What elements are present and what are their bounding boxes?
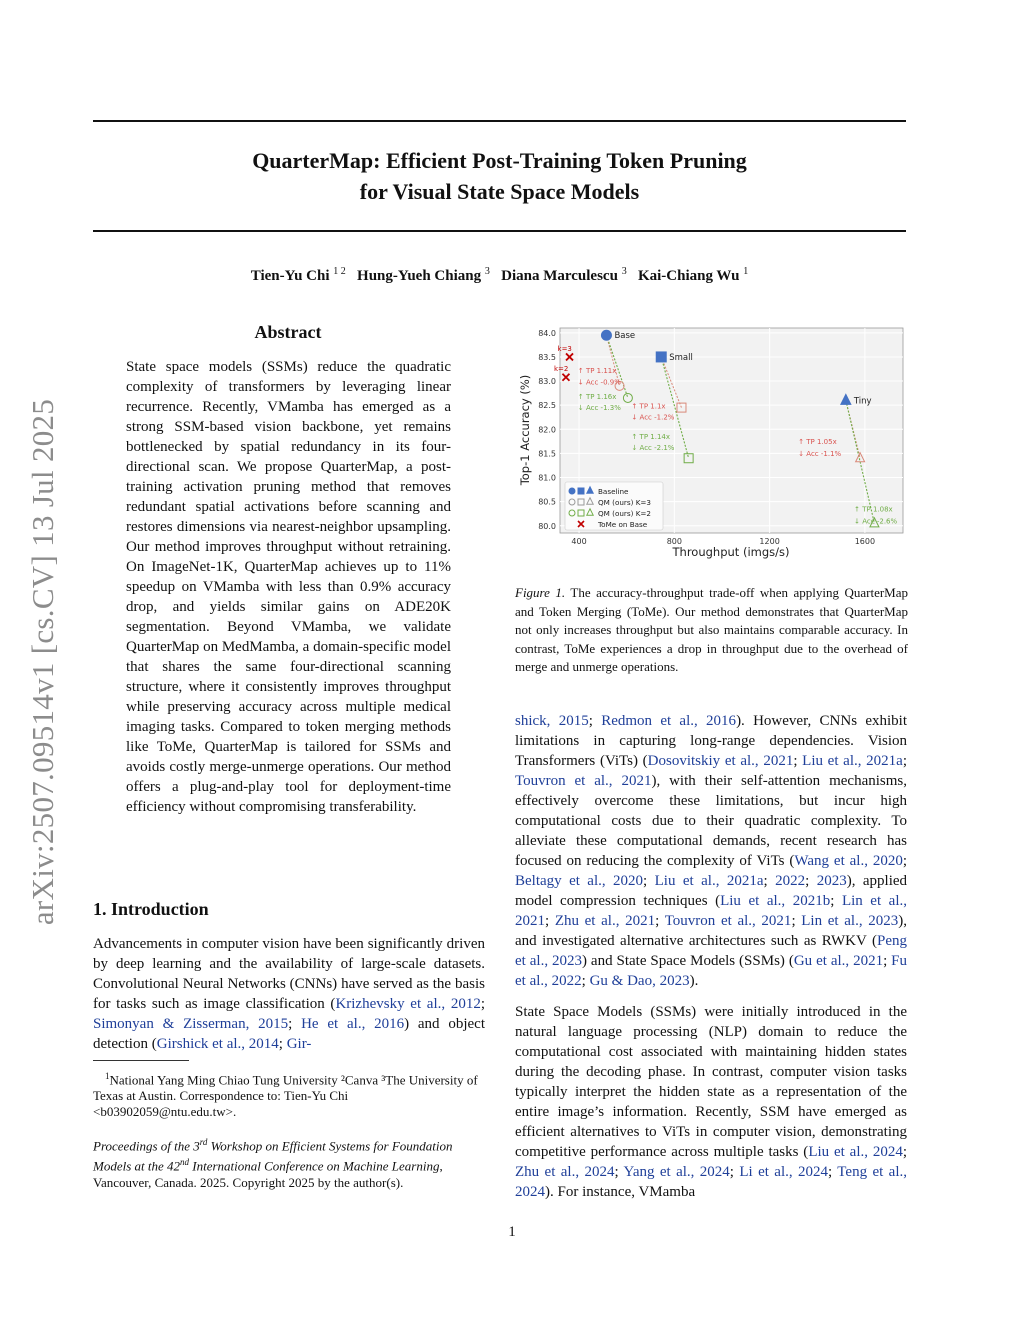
x-tick-label: 1200 [759,537,780,546]
text-run: , Vancouver, Canada. 2025. Copyright 2025 by the author(s). [93,1158,443,1190]
tome-label: k=3 [557,344,572,353]
text-run: ; [830,893,842,909]
citation-link[interactable]: Liu et al., 2021a [654,873,764,889]
trade-off-annotation: ↑ TP 1.08x [854,505,893,514]
y-tick-label: 81.5 [538,449,556,459]
x-axis-label: Throughput (imgs/s) [672,545,790,559]
y-tick-label: 82.0 [538,425,556,435]
right-column-paragraph-1 [515,711,907,991]
top-rule [93,120,906,122]
trade-off-annotation: ↓ Acc -2.6% [854,517,898,526]
citation-link[interactable]: Yang et al., 2024 [623,1164,730,1180]
citation-link[interactable]: 2023 [816,873,847,889]
citation-link[interactable]: Liu et al., 2021b [720,893,831,909]
author-3: Diana Marculescu $^3$ [501,266,627,284]
text-run: ) and object detection ( [93,1016,485,1052]
text-run: ; [791,913,802,929]
y-tick-label: 83.0 [538,377,556,387]
figure-label: Figure 1. [515,585,566,600]
abstract-heading: Abstract [254,322,322,342]
citation-link[interactable]: Touvron et al., 2021 [664,913,792,929]
text-run: International Conference on Machine Learning [189,1158,440,1174]
text-run: ; [288,1016,302,1032]
citation-link[interactable]: Touvron et al., 2021 [515,773,652,789]
citation-link[interactable]: Liu et al., 2024 [808,1144,903,1160]
citation-link[interactable]: Girshick et al., 2014 [156,1036,279,1052]
legend-entry: ToMe on Base [598,520,648,529]
trade-off-annotation: ↓ Acc -1.3% [577,404,621,412]
x-tick-label: 800 [666,537,682,546]
text-run: ). However, CNNs exhibit limitations in capturing long-range dependencies. Vision Transformers (ViTs) ( [515,713,907,769]
citation-link[interactable]: Liu et al., 2021a [802,753,903,769]
text-run: ; [902,1144,908,1160]
text-run: ; [643,873,655,889]
citation-link[interactable]: Peng et al., 2023 [515,933,907,969]
trade-off-annotation: ↓ Acc -2.1% [631,444,675,453]
citation-link[interactable]: Krizhevsky et al., 2012 [335,996,481,1012]
figure-1-caption: Figure 1. The accuracy-throughput trade-off when applying QuarterMap and Token Merging (ToMe). Our method demonstrates that QuarterMap not only increases throughput but also maintains comparable accuracy. In contrast, ToMe experiences a drop in throughput due to the overhead of merge and unmerge operations. [515,585,908,674]
text-run: rd [199,1137,208,1147]
x-tick-label: 400 [571,537,587,546]
citation-link[interactable]: Redmon et al., 2016 [601,713,737,729]
text-run: ; [545,913,555,929]
right-column-paragraph-2 [515,1002,907,1202]
tome-label: k=2 [553,365,569,374]
trade-off-annotation: ↓ Acc -1.2% [631,413,675,422]
y-tick-label: 83.5 [538,352,556,362]
y-axis-label: Top-1 Accuracy (%) [518,374,532,486]
text-run: Advancements in computer vision have been significantly driven by deep learning and the availability of large-scale datasets. Convolutional Neural Networks (CNNs) have served as the basis for tasks such as image classification ( [93,936,485,1012]
citation-link[interactable]: Wang et al., 2020 [794,853,903,869]
citation-link[interactable]: Zhu et al., 2024 [515,1164,615,1180]
text-run: ), and investigated alternative architectures such as RWKV ( [515,913,907,949]
intro-paragraph-1 [93,934,485,1054]
text-run: ; [805,873,817,889]
paper-title-line-1: QuarterMap: Efficient Post-Training Token Pruning [252,148,747,173]
affiliation-footnote: $^1$National Yang Ming Chiao Tung University ²Canva ³The University of Texas at Austin. Correspondence to: Tien-Yu Chi <b03902059@ntu.edu.tw>. [93,1071,478,1120]
y-tick-label: 80.0 [538,521,556,531]
text-run: ; [480,996,485,1012]
text-run: ). For instance, VMamba [545,1184,696,1200]
legend [565,482,663,530]
author-1: Tien-Yu Chi $^{1 2}$ [250,266,346,284]
proceedings-note [93,1134,485,1191]
text-run: ; [614,1164,624,1180]
citation-link[interactable]: Teng et al., 2024 [515,1164,907,1200]
text-run: ), applied model compression techniques ( [515,873,908,909]
trade-off-annotation: ↑ TP 1.1x [631,402,666,411]
citation-link[interactable]: Lin et al., 2023 [801,913,899,929]
baseline-point [601,330,611,340]
text-run: ; [278,1036,287,1052]
model-label: Small [669,352,693,363]
citation-link[interactable]: Gir- [286,1036,312,1052]
legend-marker [578,488,584,494]
model-label: Base [614,331,636,342]
text-run: ). [689,973,699,989]
legend-entry: QM (ours) K=2 [598,509,651,518]
citation-link[interactable]: Beltagy et al., 2020 [515,873,644,889]
citation-link[interactable]: Fu et al., 2022 [515,953,908,989]
citation-link[interactable]: Lin et al., 2021 [515,893,908,929]
citation-link[interactable]: Simonyan & Zisserman, 2015 [93,1016,289,1032]
author-list [93,266,906,285]
y-tick-label: 80.5 [538,497,556,507]
trade-off-annotation: ↑ TP 1.16x [577,392,617,401]
x-tick-label: 1600 [854,537,876,546]
bottom-rule [93,230,906,232]
author-2: Hung-Yueh Chiang $^3$ [357,266,490,284]
text-run: nd [180,1157,190,1168]
citation-link[interactable]: Gu & Dao, 2023 [589,973,690,989]
arxiv-sidebar-stamp: arXiv:2507.09514v1 [cs.CV] 13 Jul 2025 [25,398,60,926]
text-run: State Space Models (SSMs) were initially introduced in the natural language processing (NLP) domain to reduce the computational cost associated with maintaining hidden states during the decoding phase. In contrast, computer vision tasks typically interpret the hidden state as a representation of the entire image’s information. Recently, SSM have emerged as efficient alternatives to ViTs in computer vision, demonstrating competitive performance across multiple tasks ( [515,1004,907,1160]
text-run: ; [655,913,665,929]
citation-link[interactable]: He et al., 2016 [301,1016,405,1032]
accuracy-throughput-chart [515,322,910,562]
model-label: Tiny [853,396,872,407]
citation-link[interactable]: 2022 [775,873,806,889]
page-number: 1 [508,1224,516,1240]
trade-off-annotation: ↑ TP 1.11x [577,366,617,375]
citation-link[interactable]: Li et al., 2024 [739,1164,828,1180]
abstract-body: State space models (SSMs) reduce the quadratic complexity of transformers by leveraging linear recurrence. Recently, VMamba has emerged as a strong SSM-based vision backbone, yet remains bottlenecked by spatial redundancy in its four-directional scan. We propose QuarterMap, a post-training activation pruning method that removes redundant spatial activations before scanning and restores dimensions via nearest-neighbor upsampling. Our method improves throughput without retraining. On ImageNet-1K, QuarterMap achieves up to 11% speedup on VMamba with less than 0.9% accuracy drop, and yields similar gains on ADE20K segmentation. Beyond VMamba, we validate QuarterMap on MedMamba, a domain-specific model that shares the same four-directional scanning structure, where it consistently improves throughput while preserving accuracy across multiple medical imaging tasks. Compared to token merging methods like ToMe, QuarterMap is tailored for SSMs and avoids costly merge-unmerge operations. Our method offers a plug-and-play tool for deployment-time efficiency without compromising transferability. [126,359,451,815]
text-run: Workshop on Efficient Systems for Foundation Models at the 42 [93,1138,453,1174]
author-4: Kai-Chiang Wu $^1$ [637,266,749,284]
footnote-rule [93,1060,189,1061]
trade-off-annotation: ↓ Acc -0.9% [577,378,621,387]
text-run: ), with their self-attention mechanisms, effectively overcome these limitations, but incur high computational costs due to their quadratic complexity. To alleviate these computational demands, recent research has focused on reducing the complexity of ViTs ( [515,773,907,869]
trade-off-annotation: ↓ Acc -1.1% [798,449,842,458]
text-run: Proceedings of the 3 [93,1138,200,1154]
text-run: ; [581,973,590,989]
legend-entry: QM (ours) K=3 [598,498,651,507]
citation-link[interactable]: Gu et al., 2021 [793,953,884,969]
text-run: ; [763,873,776,889]
citation-link[interactable]: Dosovitskiy et al., 2021 [647,753,794,769]
text-run: ; [588,713,602,729]
trade-off-annotation: ↑ TP 1.14x [631,432,671,441]
introduction-heading: 1. Introduction [93,899,209,919]
y-tick-label: 81.0 [538,473,556,483]
y-tick-label: 84.0 [538,328,556,338]
text-run: ; [902,753,907,769]
text-run: ; [729,1164,740,1180]
text-run: ; [828,1164,838,1180]
text-run: ) and State Space Models (SSMs) ( [582,953,794,969]
paper-title-line-2: for Visual State Space Models [359,179,640,204]
y-tick-label: 82.5 [538,401,556,411]
text-run: ; [902,853,907,869]
baseline-point [656,352,666,362]
trade-off-annotation: ↑ TP 1.05x [798,437,837,446]
text-run: ; [793,753,803,769]
legend-entry: Baseline [598,487,629,496]
text-run: ; [883,953,892,969]
citation-link[interactable]: shick, 2015 [515,713,589,729]
citation-link[interactable]: Zhu et al., 2021 [554,913,656,929]
legend-marker [569,488,575,494]
